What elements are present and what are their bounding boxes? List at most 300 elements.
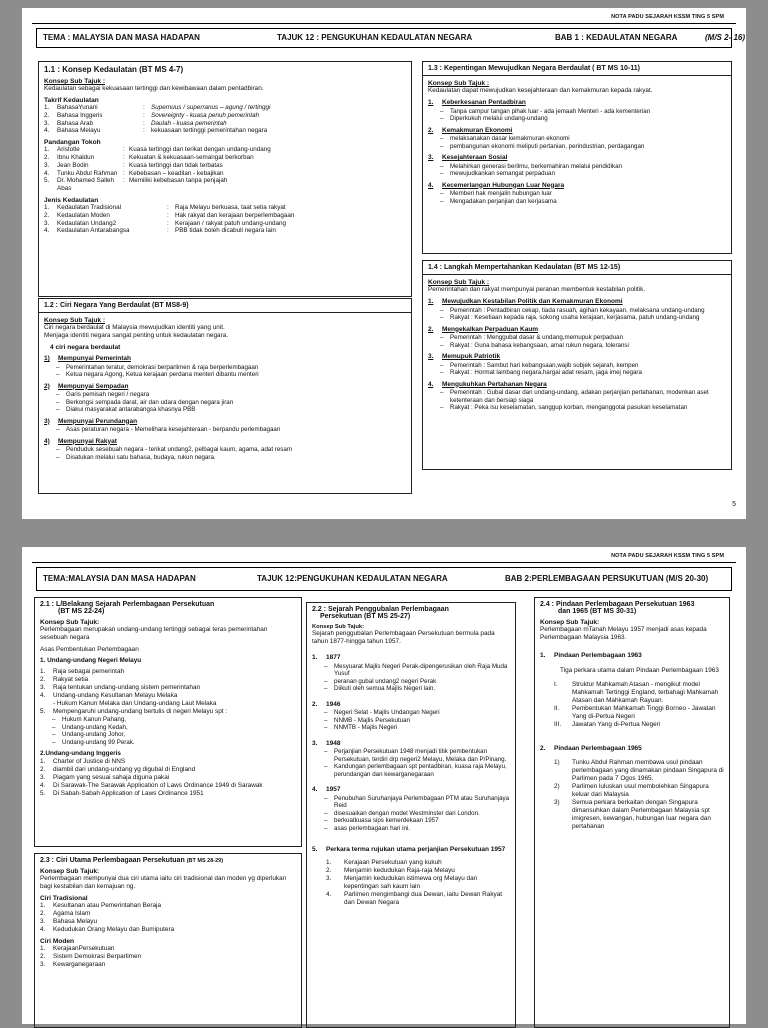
item-number: 3. (40, 684, 46, 691)
dash-marker: – (440, 135, 444, 142)
item-heading (428, 182, 726, 191)
traditional-heading: Ciri Tradisional (40, 895, 88, 902)
amendment-1965-list (540, 759, 724, 831)
section-title: 1.4 : Langkah Mempertahankan Kedaulatan (BT MS 12-15) (423, 261, 731, 275)
bullet-text: Diakui masyarakat antarabangsa khasnya PBB (66, 406, 196, 413)
list-item (40, 758, 296, 766)
notes-page-1 (22, 8, 746, 519)
item-number: 4. (428, 380, 434, 388)
term-value: Kebebasan – keadilan - kebajikan (129, 169, 224, 177)
item-heading (428, 99, 726, 108)
concept-text: Menjaga identiti negara sangat penting untuk kedaulatan negara. (44, 332, 229, 339)
bullet-point (312, 685, 510, 693)
term-value: Supernuus / superranus – agung / tertinggi (151, 104, 271, 111)
bullet-point (40, 724, 296, 732)
item-number: 3. (44, 161, 50, 169)
separator: : (143, 119, 145, 127)
term-label: BahasaYunani (57, 104, 98, 111)
bullet-point (40, 716, 296, 724)
item-number: 3. (326, 874, 332, 882)
page-number: 5 (732, 501, 736, 508)
bullet-text: Pemerintah : Menggubal dasar & undang,memupuk perpaduan (450, 334, 624, 341)
bullet-text: Penubuhan Suruhanjaya Perlembagaan PTM atau Suruhanjaya Reid (334, 794, 510, 809)
dash-marker: – (56, 398, 60, 406)
criteria-heading: 4 ciri negara berdaulat (50, 344, 121, 351)
dash-marker: – (324, 677, 328, 685)
separator: : (143, 127, 145, 135)
separator: : (167, 219, 169, 227)
item-number: 3. (428, 353, 434, 360)
item-number: 3) (554, 799, 560, 806)
item-number: II. (554, 704, 560, 712)
bullet-text: Diikuti oleh semua Majlis Negeri lain. (334, 685, 436, 692)
bullet-point (428, 108, 726, 116)
item-number: 3. (40, 918, 46, 925)
bullet-text: Undang-undang 99 Perak. (62, 738, 135, 746)
item-number: 4. (326, 890, 332, 898)
item-text: Raja sebagai pemerintah (53, 668, 125, 675)
bullet-text: melaksanakan dasar kemakmuran ekonomi (450, 135, 570, 142)
term-label: Ibnu Khaldun (57, 153, 95, 161)
bullet-point (428, 198, 726, 206)
term-value: Kuasa tertinggi dan tidak terbatas (129, 161, 223, 169)
amendment-1963-list (540, 681, 724, 729)
malay-law-list (40, 668, 296, 716)
list-item (40, 700, 296, 708)
bullet-point (428, 170, 726, 178)
list-item (540, 799, 724, 831)
item-heading (44, 355, 406, 364)
item-number: 1. (40, 758, 46, 765)
list-item (540, 681, 724, 705)
item-text: Semua perkara berkaitan dengan Singapura dimansuhkan dalam Perlembagaan Malaysia spt imigresen, kewangan, hubungan luar negara dan pertahanan (572, 799, 711, 830)
types-list (44, 204, 406, 235)
bullet-text: Tanpa campur tangan pihak luar - ada jemaah Menteri - ada kementerian (450, 107, 651, 115)
bullet-text: NNMTB - Majlis Negeri (334, 724, 398, 731)
item-number: 1. (428, 99, 434, 106)
bullet-text: asas perlembagaan hari ini. (334, 824, 411, 832)
bullet-point (428, 115, 726, 123)
item-number: 1. (540, 652, 546, 659)
bullet-text: Undang-undang Kedah, (62, 723, 128, 731)
definition-heading: Takrif Kedaulatan (44, 97, 99, 104)
notes-page-2 (22, 547, 746, 1024)
list-item (40, 953, 296, 961)
dash-marker: – (440, 142, 444, 150)
item-number: 3. (312, 739, 318, 747)
bullet-point (312, 810, 510, 818)
dash-marker: – (440, 162, 444, 170)
criteria-list (44, 355, 406, 461)
item-number: 1. (312, 654, 318, 661)
bullet-point (428, 314, 726, 322)
bullet-point (428, 135, 726, 143)
bullet-point (312, 717, 510, 725)
bullet-text: Asas peraturan negara - Memelihara kesejahteraan - berpandu perlembagaan (66, 426, 281, 433)
dash-marker: – (324, 709, 328, 716)
bullet-point (312, 763, 510, 778)
separator: : (167, 227, 169, 235)
term-value: Kuasa tertinggi dan terikat dengan undang-undang (129, 146, 271, 154)
bullet-point (312, 748, 510, 763)
bullet-point (428, 143, 726, 151)
bullet-text: Berkongsi sempada darat, air dan udara dengan negara jiran (66, 398, 234, 406)
term-label: Kedaulatan Antarabangsa (57, 227, 130, 235)
item-number: 4. (44, 127, 50, 135)
term-label: Bahasa Inggeris (57, 111, 103, 119)
section-title (540, 601, 724, 615)
bullet-point (44, 454, 406, 462)
bullet-point (312, 663, 510, 678)
section-title-text: 2.3 : Ciri Utama Perlembagaan Persekutuan (40, 857, 185, 864)
bullet-text: Disatukan melalui satu bahasa, budaya, rukun negara. (66, 453, 216, 461)
bullet-text: Mesyuarat Majlis Negeri Perak-dipengerusikan oleh Raja Muda Yusuf (334, 662, 508, 677)
bullet-point (44, 399, 406, 407)
bullet-text: Hukum Kanun Pahang, (62, 716, 126, 723)
bullet-point (44, 446, 406, 454)
item-heading-text: Mengekalkan Perpaduan Kaum (442, 325, 539, 333)
section-title: 1.2 : Ciri Negara Yang Berdaulat (BT MS8-9) (39, 299, 411, 313)
item-heading-text: Mewujudkan Kestabilan Politik dan Kemakmuran Ekonomi (442, 298, 623, 305)
dash-marker: – (440, 190, 444, 197)
item-text: - Hukum Kanun Melaka dan Undang-undang Laut Melaka (53, 700, 217, 707)
concept-text: Kedaulatan dapat mewujudkan kesejahteraan dan kemakmuran kepada rakyat. (428, 87, 653, 94)
bullet-text: Diperkukuh melalui undang-undang (450, 115, 548, 122)
list-item (40, 945, 296, 953)
item-heading-text: Mempunyai Pemerintah (58, 355, 131, 362)
dash-marker: – (440, 334, 444, 341)
item-number: 3. (40, 961, 46, 968)
bullet-text: Mengadakan perjanjian dan kerjasama (450, 197, 557, 205)
separator: : (123, 161, 125, 169)
dash-marker: – (440, 361, 444, 369)
item-number: 4) (44, 437, 50, 445)
section-1-1-box (38, 61, 412, 297)
amendment-1965-heading (540, 745, 724, 754)
dash-marker: – (56, 446, 60, 453)
item-heading (428, 154, 726, 163)
year-heading (312, 701, 510, 710)
dash-marker: – (440, 306, 444, 314)
item-number: 5. (44, 177, 50, 185)
item-text: Parlimen luluskan usul membolehkan Singapura keluar dari Malaysia (572, 783, 709, 798)
item-text: Pembentukan Mahkamah Tinggi Borneo - Jawatan Yang di-Pertua Negeri (572, 704, 716, 720)
item-text: Kerajaan Persekutuan yang kukuh (344, 858, 442, 866)
separator: : (143, 111, 145, 119)
item-text: Piagam yang sesuai sahaja diguna pakai (53, 774, 170, 781)
separator: : (123, 146, 125, 154)
bullet-text: Rakyat : Kesetiaan kepada raja, sokong usaha kerajaan, kerjasama, patuh undang-undang (450, 314, 700, 321)
dash-marker: – (324, 716, 328, 724)
bullet-point (44, 426, 406, 434)
amendment-1963-intro: Tiga perkara utama dalam Pindaan Perlembagaan 1963 (560, 666, 719, 674)
dash-marker: – (440, 115, 444, 122)
concept-text: Ciri negara berdaulat di Malaysia mewujudkan identiti yang unit. (44, 324, 225, 331)
separator: : (143, 104, 145, 111)
term-value: Sovereignty - kuasa penuh pemerintah (151, 111, 260, 119)
item-number: 4. (312, 786, 318, 793)
dash-marker: – (56, 426, 60, 433)
item-number: 1. (44, 203, 50, 211)
bullet-point (44, 364, 406, 372)
section-title-ref: (BT MS 28-29) (186, 858, 224, 864)
item-text: Kedudukan Orang Melayu dan Bumiputera (53, 926, 175, 933)
item-heading (428, 326, 726, 335)
year-heading (312, 740, 510, 749)
item-text: Menjamin kedudukan Raja-raja Melayu (344, 866, 455, 874)
item-number: 2. (44, 211, 50, 219)
item-number: 5. (40, 790, 46, 797)
bullet-point (428, 342, 726, 350)
bullet-text: Kandungan perlembagaan spt pentadbiran, kuasa raja Melayu, perundangan dan kewarganegaraan (334, 763, 507, 778)
list-item (312, 859, 510, 867)
dash-marker: – (324, 724, 328, 731)
types-heading: Jenis Kedaulatan (44, 196, 99, 204)
concept-heading: Konsep Sub Tajuk: (40, 619, 100, 626)
item-number: 2. (40, 766, 46, 773)
bullet-text: Pemerintah : Pentadbiran cekap, tiada rasuah, agihan kekayaan, melaksana undang-undang (450, 306, 705, 314)
dash-marker: – (440, 404, 444, 411)
dash-marker: – (324, 662, 328, 670)
term-label: Kedaulatan Moden (57, 211, 110, 219)
bullet-text: Pemerintah : Gubal dasar dan undang-undang, adakan perjanjian pertahanan, modenkan aset ketenteraan dan bersiap siaga (450, 389, 709, 404)
term-value: Kekuatan & kekuasaan-semangat berkorban (129, 153, 254, 161)
dash-marker: – (324, 817, 328, 824)
list-item (40, 790, 296, 798)
term-value: Hak rakyat dan kerajaan berperlembagaan (175, 211, 295, 219)
item-heading-text: Mempunyai Perundangan (58, 417, 138, 425)
list-item (540, 705, 724, 721)
header-rule (32, 23, 736, 24)
section-title-line: Persekutuan (BT MS 25-27) (320, 613, 411, 620)
year-heading (312, 654, 510, 663)
item-heading (428, 381, 726, 390)
separator: : (123, 153, 125, 161)
bullet-point (312, 795, 510, 810)
bullet-text: Penduduk sesebuah negara - terikat undang2, pelbagai kaum, agama, adat resam (66, 446, 292, 453)
separator: : (123, 177, 125, 185)
bullet-text: peranan gubal undang2 negeri Perak (334, 677, 437, 685)
item-number: 4. (40, 926, 46, 933)
term-label: Kedaulatan Undang2 (57, 219, 117, 227)
bullet-text: Pemerintahan teratur, demokrasi berparlimen & raja berperlembagaan (66, 363, 259, 371)
theme-label: TEMA:MALAYSIA DAN MASA HADAPAN (43, 574, 196, 583)
section-2-3-box (34, 853, 302, 1028)
item-number: 2. (40, 910, 46, 917)
year-label: 1877 (326, 654, 341, 661)
term-label: Bahasa Arab (57, 119, 94, 127)
dash-marker: – (440, 389, 444, 396)
term-value: kekuasaan tertinggi pemerintahan negara (151, 127, 268, 135)
section-1-2-box (38, 298, 412, 494)
page-header-note: NOTA PADU SEJARAH KSSM TING 5 SPM (611, 14, 724, 20)
bullet-point (44, 391, 406, 399)
item-number: 3. (44, 119, 50, 127)
bullet-text: Perjanjian Persekutuan 1948 menjadi titik pembentukan Persekutuan, terdiri drp negeri2 Melayu, Melaka dan P/Pinang. (334, 748, 507, 763)
concept-heading: Konsep Sub Tajuk : (44, 317, 106, 324)
section-title (312, 606, 510, 620)
concept-text: Kedaulatan sebagai kekuasaan tertinggi dan kewibawaan dalam pentadbiran. (44, 85, 264, 92)
item-number: 1. (326, 858, 332, 866)
title-bar (36, 567, 732, 591)
item-number: 2. (312, 700, 318, 708)
amendment-1963-heading (540, 652, 724, 661)
bullet-text: Memberi hak menjalin hubungan luar (450, 190, 552, 197)
theme-label: TEMA : MALAYSIA DAN MASA HADAPAN (43, 33, 200, 42)
item-heading-text: Kecemerlangan Hubungan Luar Negara (442, 181, 565, 189)
list-item (40, 668, 296, 676)
item-heading (44, 438, 406, 447)
bullet-point (428, 334, 726, 342)
term-value: Memiliki kebebasan tanpa penjajah (129, 177, 228, 185)
item-number: 1. (428, 298, 434, 305)
item-heading (428, 353, 726, 362)
item-text: Struktur Mahkamah Atasan - mengikut model Mahkamah Tertinggi England, terbahagi Mahkamah Atasan dan Mahkamah Rayuan. (572, 680, 719, 704)
term-label: Kedaulatan Tradisional (57, 203, 122, 211)
term-label: Bahasa Melayu (57, 127, 101, 135)
figures-heading: Pandangan Tokoh (44, 139, 101, 147)
item-number: 3. (428, 154, 434, 161)
defence-steps-list (428, 298, 726, 412)
item-heading (428, 298, 726, 307)
bullet-point (428, 307, 726, 315)
bullet-text: Negeri Selat - Majlis Undangan Negeri (334, 709, 440, 716)
item-number: 1. (40, 902, 46, 909)
item-number: 4. (428, 181, 434, 189)
term-value: Kerajaan / rakyat patuh undang-undang (175, 219, 286, 227)
item-number: 1. (44, 104, 50, 111)
dash-marker: – (440, 107, 444, 115)
bullet-point (312, 825, 510, 833)
section-title-line: 2.4 : Pindaan Perlembagaan Persekutuan 1963 (540, 601, 695, 608)
term-label: Tunku Abdul Rahman (57, 169, 118, 177)
bullet-text: Ketua negara Agong, Ketua kerajaan perdana menteri dibantu menteri (66, 371, 259, 378)
separator: : (167, 211, 169, 219)
dash-marker: – (440, 197, 444, 205)
term-value: PBB tidak boleh dicabuli negara lain (175, 227, 276, 235)
title-bar (36, 28, 746, 48)
traditional-list (40, 902, 296, 934)
item-number: 2. (44, 153, 50, 161)
item-heading-text: Mempunyai Sempadan (58, 382, 129, 390)
bullet-point (40, 731, 296, 739)
item-number: III. (554, 720, 562, 728)
item-heading-text: Kesejahteraan Sosial (442, 154, 508, 161)
section-title: 1.3 : Kepentingan Mewujudkan Negara Berdaulat ( BT MS 10-11) (423, 62, 731, 76)
dash-marker: – (324, 794, 328, 802)
dash-marker: – (440, 314, 444, 321)
malay-law-examples (40, 716, 296, 746)
bullet-point (428, 404, 726, 412)
bullet-point (40, 739, 296, 747)
item-number: I. (554, 680, 558, 688)
list-item (40, 684, 296, 692)
dash-marker: – (324, 748, 328, 755)
item-text: Rakyat setia (53, 676, 89, 683)
item-number: 3. (40, 774, 46, 781)
item-number: 3) (44, 417, 50, 425)
bullet-point (428, 369, 726, 377)
list-item (540, 721, 724, 729)
amendment-1963-title: Pindaan Perlembagaan 1963 (554, 652, 642, 659)
section-title-line: 2.2 : Sejarah Penggubalan Perlembagaan (312, 606, 449, 613)
concept-heading: Konsep Sub Tajuk: (540, 619, 600, 626)
item-number: 3. (44, 219, 50, 227)
dash-marker: – (52, 723, 56, 731)
bullet-point (312, 724, 510, 732)
item-number: 4. (40, 782, 46, 789)
bullet-text: berkuatkuasa sips kemerdekaan 1957 (334, 817, 439, 824)
item-number (40, 700, 53, 708)
dash-marker: – (52, 738, 56, 746)
list-item (40, 766, 296, 774)
item-heading-text: Memupuk Patriotik (442, 353, 501, 360)
concept-heading: Konsep Sub Tajuk : (44, 78, 106, 85)
figures-list (44, 146, 406, 193)
year-label: 1948 (326, 739, 341, 747)
bullet-point (44, 406, 406, 414)
bullet-text: Rakyat : Guna bahasa kebangsaan, amal rukun negara, toleransi (450, 341, 629, 349)
item-heading-text: Keberkesanan Pentadbiran (442, 99, 526, 106)
term-value: Daulah - kuasa pemerintah (151, 119, 227, 127)
bullet-text: disesuaikan dengan model Westminster dari London. (334, 809, 480, 817)
bullet-text: Garis pemisah negeri / negara (66, 391, 150, 398)
page-header-note: NOTA PADU SEJARAH KSSM TING 5 SPM (611, 553, 724, 559)
section-title-line: (BT MS 22-24) (58, 608, 105, 615)
item-heading (44, 383, 406, 392)
item-text: Kesultanan atau Pemerintahan Beraja (53, 902, 162, 909)
item-number: 1) (44, 355, 50, 362)
bullet-point (312, 678, 510, 686)
concept-text: Sejarah penggubalan Perlembagaan Persekutuan bermula pada tahun 1877-hingga tahun 1957. (312, 630, 495, 645)
section-title (40, 601, 296, 615)
terms-list (312, 859, 510, 907)
list-item (312, 891, 510, 907)
history-years-list (312, 654, 510, 832)
chapter-label: BAB 1 : KEDAULATAN NEGARA (555, 33, 678, 42)
bullet-point (44, 371, 406, 379)
bullet-point (312, 709, 510, 717)
item-number: 2. (540, 744, 546, 752)
terms-heading-text: Perkara terma rujukan utama perjanjian Persekutuan 1957 (326, 846, 506, 853)
section-title: 1.1 : Konsep Kedaulatan (BT MS 4-7) (44, 65, 184, 74)
concept-text: Perlembagaan merupakan undang-undang tertinggi sebagai teras pemerintahan sesebuah negara (40, 626, 268, 641)
item-number: 2) (554, 783, 560, 790)
separator: : (167, 203, 169, 211)
item-heading (44, 418, 406, 427)
bullet-point (428, 389, 726, 404)
chapter-pages: (M/S 2- 16) (705, 33, 746, 42)
term-label: Dr. Mohamed Salleh Abas (57, 177, 115, 193)
term-value: Raja Melayu berkuasa, taat setia rakyat (175, 203, 286, 211)
dash-marker: – (440, 170, 444, 177)
dash-marker: – (56, 391, 60, 398)
dash-marker: – (324, 809, 328, 817)
list-item (312, 875, 510, 891)
list-item (40, 926, 296, 934)
dash-marker: – (52, 731, 56, 738)
item-text: Jawatan Yang di-Pertua Negeri (572, 720, 661, 728)
term-label: Aristotle (57, 146, 80, 154)
terms-heading (312, 846, 510, 855)
item-number: 5. (312, 846, 318, 853)
item-text: diambil dari undang-undang yg digubal di England (53, 766, 196, 773)
english-law-heading: 2.Undang-undang Inggeris (40, 750, 121, 757)
item-text: Raja tentukan undang-undang sistem pemerintahan (53, 684, 201, 691)
item-text: Di Sabah-Sabah Application of Laws Ordinance 1951 (53, 790, 204, 797)
section-2-4-box (534, 597, 730, 1028)
list-item (40, 961, 296, 969)
